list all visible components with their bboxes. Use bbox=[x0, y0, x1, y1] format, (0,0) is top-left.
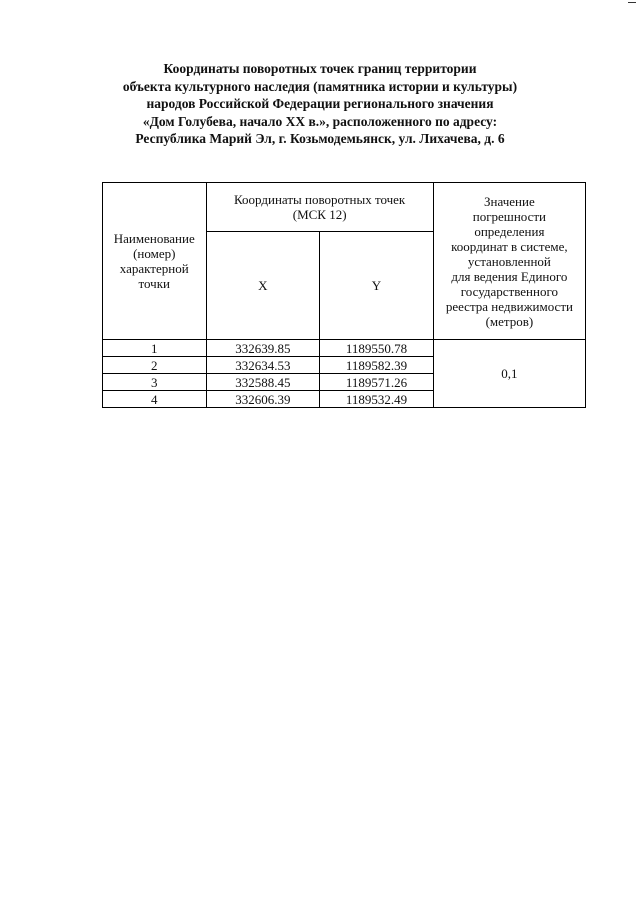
header-x: X bbox=[206, 232, 320, 340]
header-text: реестра недвижимости bbox=[445, 298, 573, 314]
cell-x: 332634.53 bbox=[206, 357, 320, 374]
title-line: Республика Марий Эл, г. Козьмодемьянск, ул. Лихачева, д. 6 bbox=[135, 131, 505, 146]
cell-y: 1189582.39 bbox=[320, 357, 434, 374]
cell-y: 1189571.26 bbox=[320, 374, 434, 391]
header-text: для ведения Единого bbox=[451, 268, 568, 284]
header-text: Значение bbox=[484, 193, 535, 209]
header-text: Координаты поворотных точек bbox=[234, 192, 406, 207]
cell-y: 1189532.49 bbox=[320, 391, 434, 408]
coordinates-table bbox=[102, 182, 586, 408]
cell-point: 4 bbox=[103, 391, 207, 408]
cell-x: 332588.45 bbox=[206, 374, 320, 391]
cell-error-value: 0,1 bbox=[433, 340, 585, 408]
header-text: Наименование bbox=[113, 231, 195, 246]
header-row bbox=[103, 183, 586, 232]
cell-point: 3 bbox=[103, 374, 207, 391]
header-text: определения bbox=[474, 223, 545, 239]
header-text: государственного bbox=[460, 283, 558, 299]
title-line: объекта культурного наследия (памятника истории и культуры) bbox=[122, 78, 518, 94]
header-text: установленной bbox=[467, 253, 551, 269]
header-error bbox=[433, 183, 585, 340]
cell-point: 2 bbox=[103, 357, 207, 374]
title-line: Координаты поворотных точек границ территории bbox=[163, 61, 477, 76]
cell-point: 1 bbox=[103, 340, 207, 357]
table-row bbox=[103, 340, 586, 357]
title-line: «Дом Голубева, начало XX в.», расположенного по адресу: bbox=[142, 113, 498, 129]
header-text: координат в системе, bbox=[451, 238, 568, 254]
cell-x: 332606.39 bbox=[206, 391, 320, 408]
document-title bbox=[60, 60, 580, 148]
header-text: характерной bbox=[119, 261, 189, 276]
header-text: (номер) bbox=[133, 246, 176, 261]
header-point-name bbox=[103, 183, 207, 340]
header-text: точки bbox=[138, 276, 170, 291]
scan-mark bbox=[628, 2, 636, 3]
header-coords-group bbox=[206, 183, 433, 232]
cell-x: 332639.85 bbox=[206, 340, 320, 357]
title-line: народов Российской Федерации регионального значения bbox=[146, 96, 494, 111]
header-text: погрешности bbox=[472, 208, 547, 224]
header-text: (метров) bbox=[485, 313, 534, 329]
header-text: (МСК 12) bbox=[292, 207, 347, 222]
cell-y: 1189550.78 bbox=[320, 340, 434, 357]
header-y: Y bbox=[320, 232, 434, 340]
